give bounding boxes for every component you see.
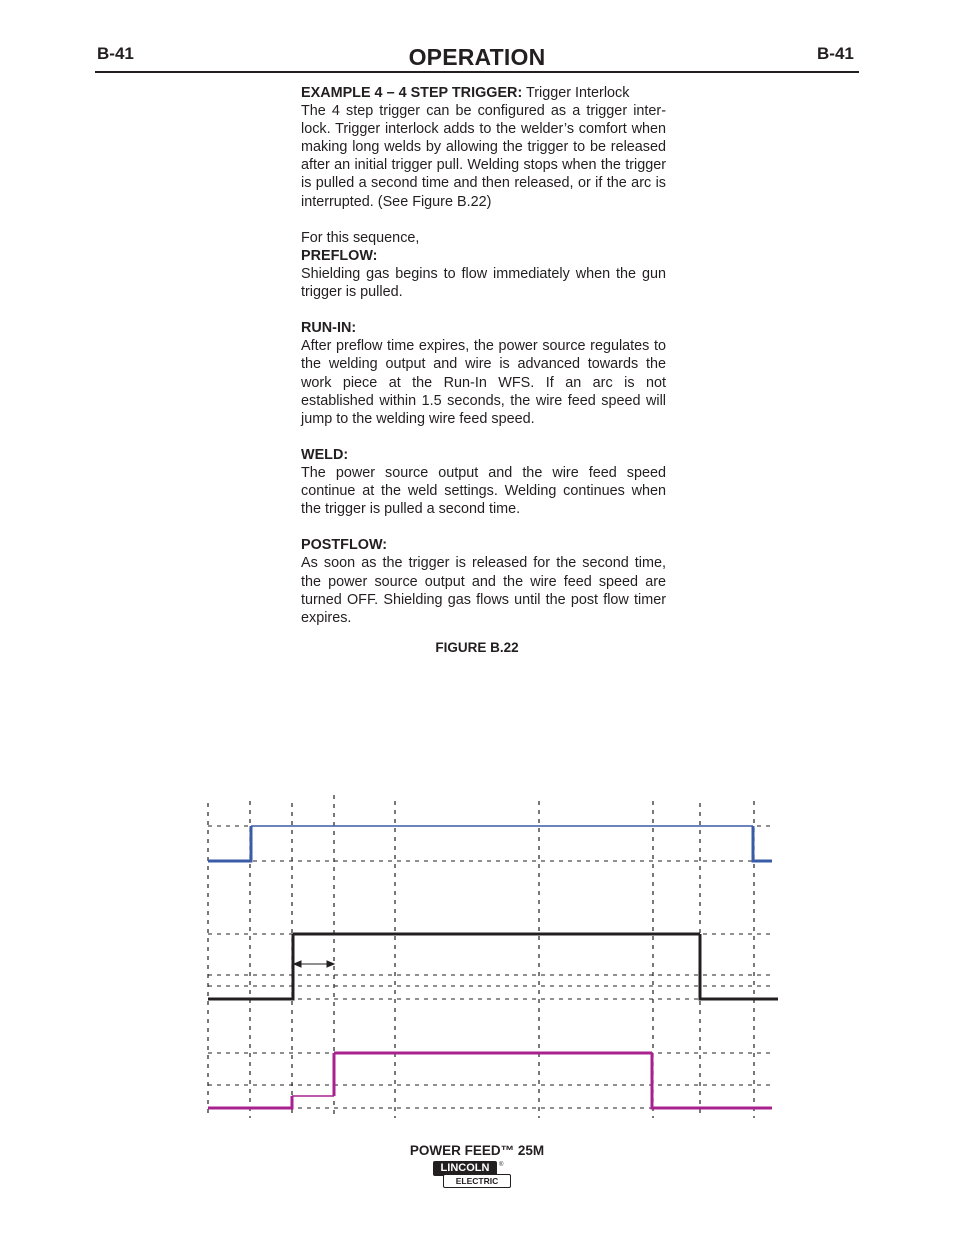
vertical-gridlines <box>208 795 754 1118</box>
section-text-run-in: After preflow time expires, the power source regulates to the welding output and wire is advanced towards the work piece at the Run-In WFS. If an arc is not established within 1.5 seconds, the wire feed speed will jump to the welding wire feed speed. <box>301 338 666 427</box>
example-lead-rest: Trigger Interlock <box>522 85 630 101</box>
figure-caption: FIGURE B.22 <box>435 640 519 655</box>
section-text-postflow: As soon as the trigger is released for the second time, the power source output and the wire feed speed are turned OFF. Shielding gas flows until the post flow timer expires. <box>301 555 666 626</box>
section-text-preflow: Shielding gas begins to flow immediately when the gun trigger is pulled. <box>301 265 666 301</box>
gas-flow-low-right <box>753 826 772 861</box>
lincoln-electric-logo <box>433 1161 511 1189</box>
section-heading-weld: WELD: <box>301 446 349 463</box>
intro-paragraph: The 4 step trigger can be configured as a trigger inter-lock. Trigger interlock adds to the welder’s comfort when making long welds by allowing the trigger to be released after an initial trigger pull. Welding stops when the trigger is pulled a second time and then released, or if the arc is interrupted. (See Figure B.22) <box>301 103 666 210</box>
footer-product-name: POWER FEED™ 25M <box>409 1143 545 1158</box>
page-number-left: B-41 <box>97 44 134 63</box>
logo-top: LINCOLN <box>433 1161 497 1176</box>
page-title: OPERATION <box>408 44 546 70</box>
section-text-weld: The power source output and the wire feed speed continue at the weld settings. Welding continues when the trigger is pulled a second time. <box>301 464 666 518</box>
arrowhead-right <box>327 961 334 967</box>
gas-flow-low-left <box>208 826 251 861</box>
output-trace <box>208 934 778 999</box>
run-in-timer-arrow <box>294 961 334 967</box>
example-lead: EXAMPLE 4 – 4 STEP TRIGGER: <box>301 85 523 101</box>
logo-bottom: ELECTRIC <box>443 1174 511 1188</box>
arrowhead-left <box>294 961 301 967</box>
page-number-right: B-41 <box>817 44 854 63</box>
section-heading-preflow: PREFLOW: <box>301 247 378 264</box>
section-heading-run-in: RUN-IN: <box>301 320 357 337</box>
output-low-right <box>700 934 778 999</box>
sequence-intro: For this sequence, <box>301 229 420 246</box>
wire-feed-speed-trace <box>208 1053 772 1108</box>
logo-registered-mark: ® <box>499 1162 504 1168</box>
section-heading-postflow: POSTFLOW: <box>301 537 388 554</box>
